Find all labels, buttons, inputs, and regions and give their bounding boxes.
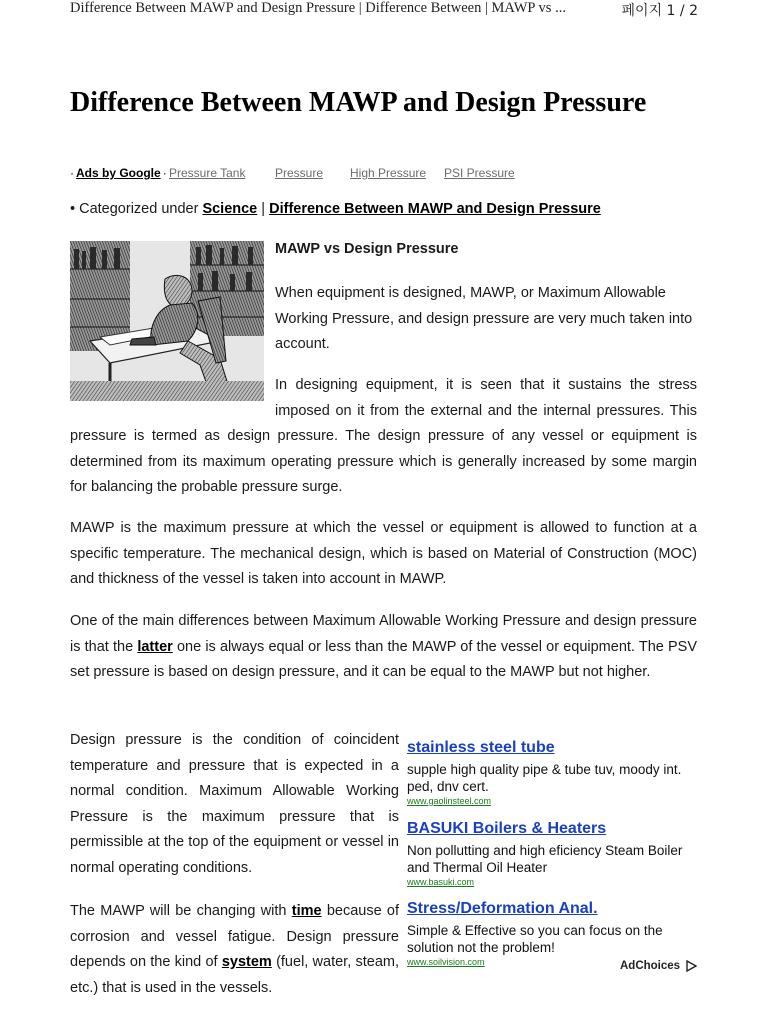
ad-link-pressure-tank[interactable]: Pressure Tank: [169, 166, 246, 180]
adchoices-triangle-icon: [685, 960, 697, 972]
article-title: Difference Between MAWP and Design Pressure: [70, 87, 647, 118]
paragraph-coincident-condition: Design pressure is the condition of coincident temperature and pressure that is expected in a normal condition. Maximum Allowable Working Pressure is the maximum pressure that is permissible at the top of the equipment or vessel in normal operating conditions.: [70, 732, 399, 876]
p6-text-a: The MAWP will be changing with: [70, 903, 287, 919]
ad-title[interactable]: BASUKI Boilers & Heaters: [407, 820, 607, 837]
system-link[interactable]: system: [221, 954, 272, 970]
ad-unit-stress-deformation[interactable]: [407, 900, 697, 967]
ad-description: Simple & Effective so you can focus on the solution not the problem!: [407, 923, 663, 955]
ad-link-high-pressure[interactable]: High Pressure: [350, 166, 427, 180]
ads-row-prefix: ·: [70, 166, 74, 180]
category-page-link[interactable]: Difference Between MAWP and Design Pressure: [269, 201, 601, 217]
p6-text-b: because of corrosion and vessel fatigue. Design pressure depends on the kind of: [70, 903, 400, 970]
print-header-title: Difference Between MAWP and Design Pressure | Difference Between | MAWP vs ...: [70, 0, 566, 16]
ad-title[interactable]: Stress/Deformation Anal.: [407, 900, 598, 917]
category-prefix: • Categorized under: [70, 201, 199, 217]
p4-text-after: one is always equal or less than the MAWP of the vessel or equipment. The PSV set pressure is based on design pressure, and it can be equal to the MAWP but not higher.: [70, 638, 698, 680]
ads-by-google-link[interactable]: Ads by Google: [76, 166, 161, 180]
category-science-link[interactable]: Science: [202, 201, 258, 217]
ad-description: supple high quality pipe & tube tuv, moody int. ped, dnv cert.: [407, 762, 682, 794]
print-header-page-number: 페이지 1 / 2: [621, 3, 698, 19]
ad-unit-stainless-steel[interactable]: [407, 739, 697, 806]
ad-url[interactable]: www.basuki.com: [407, 877, 475, 887]
category-row: [70, 201, 601, 217]
paragraph-design-pressure: [70, 373, 697, 501]
paragraph-main-differences: [70, 609, 697, 686]
ad-description: Non pollutting and high eficiency Steam Boiler and Thermal Oil Heater: [407, 843, 683, 875]
adchoices-label: AdChoices: [620, 960, 681, 973]
ad-title[interactable]: stainless steel tube: [407, 739, 555, 756]
ad-url[interactable]: www.soilvision.com: [407, 957, 485, 967]
ads-row-suffix: ·: [162, 166, 167, 180]
category-separator: |: [261, 201, 266, 217]
paragraph-intro: When equipment is designed, MAWP, or Maximum Allowable Working Pressure, and design pressure are very much taken into account.: [275, 285, 693, 352]
ad-link-psi-pressure[interactable]: PSI Pressure: [444, 166, 515, 180]
ad-unit-basuki-boilers[interactable]: [407, 820, 697, 887]
time-link[interactable]: time: [291, 903, 322, 919]
p4-text-before: One of the main differences between Maximum Allowable Working Pressure and design pressure is that the: [70, 613, 697, 655]
paragraph-mawp-changing: [70, 899, 399, 1001]
ads-by-google-row: [70, 166, 515, 180]
adchoices-link[interactable]: [620, 960, 697, 972]
ad-url[interactable]: www.gaolinsteel.com: [407, 796, 492, 806]
ad-link-pressure[interactable]: Pressure: [275, 166, 324, 180]
latter-link[interactable]: latter: [137, 638, 173, 655]
image-wrap-spacer: [70, 373, 275, 424]
article-subheading: MAWP vs Design Pressure: [275, 241, 459, 257]
paragraph-mawp-definition: MAWP is the maximum pressure at which the vessel or equipment is allowed to function at a specific temperature. The mechanical design, which is based on Material of Construction (MOC) and thickness of the vessel is taken into account in MAWP.: [70, 520, 697, 587]
paragraph-design-pressure-text: In designing equipment, it is seen that it sustains the stress imposed on it from the external and the internal pressures. This pressure is termed as design pressure. The design pressure of any vessel or equipment is determined from its maximum operating pressure which is generally increased by some margin for balancing the probable pressure surge.: [70, 377, 697, 495]
p6-text-c: (fuel, water, steam, etc.) that is used in the vessels.: [70, 954, 400, 996]
print-header: [70, 0, 698, 20]
